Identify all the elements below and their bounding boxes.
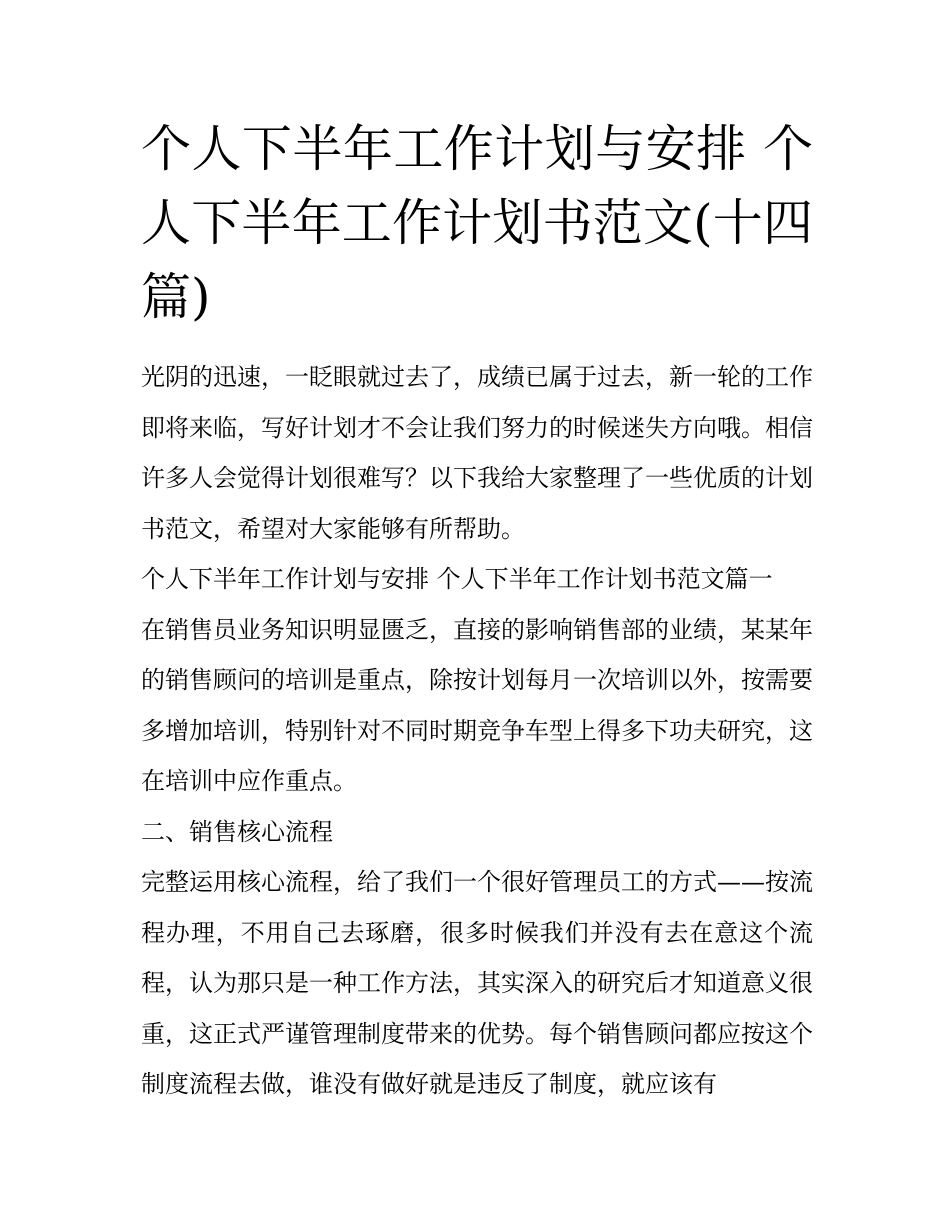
section-heading-2: 二、销售核心流程 <box>141 817 333 846</box>
document-page <box>141 112 813 1110</box>
document-body <box>141 352 813 1110</box>
document-title: 个人下半年工作计划与安排 个人下半年工作计划书范文(十四篇) <box>141 120 813 326</box>
process-paragraph: 完整运用核心流程，给了我们一个很好管理员工的方式——按流程办理，不用自己去琢磨，很多时候我们并没有去在意这个流程，认为那只是一种工作方法，其实深入的研究后才知道意义很重，这正式严谨管理制度带来的优势。每个销售顾问都应按这个制度流程去做，谁没有做好就是违反了制度，就应该有 <box>141 868 813 1098</box>
section-heading-1: 个人下半年工作计划与安排 个人下半年工作计划书范文篇一 <box>141 565 773 593</box>
training-paragraph: 在销售员业务知识明显匮乏，直接的影响销售部的业绩，某某年的销售顾问的培训是重点，除按计划每月一次培训以外，按需要多增加培训，特别针对不同时期竞争车型上得多下功夫研究，这在培训中应作重点。 <box>141 615 813 795</box>
intro-paragraph: 光阴的迅速，一眨眼就过去了，成绩已属于过去，新一轮的工作即将来临，写好计划才不会让我们努力的时候迷失方向哦。相信许多人会觉得计划很难写？以下我给大家整理了一些优质的计划书范文，希望对大家能够有所帮助。 <box>141 363 813 543</box>
